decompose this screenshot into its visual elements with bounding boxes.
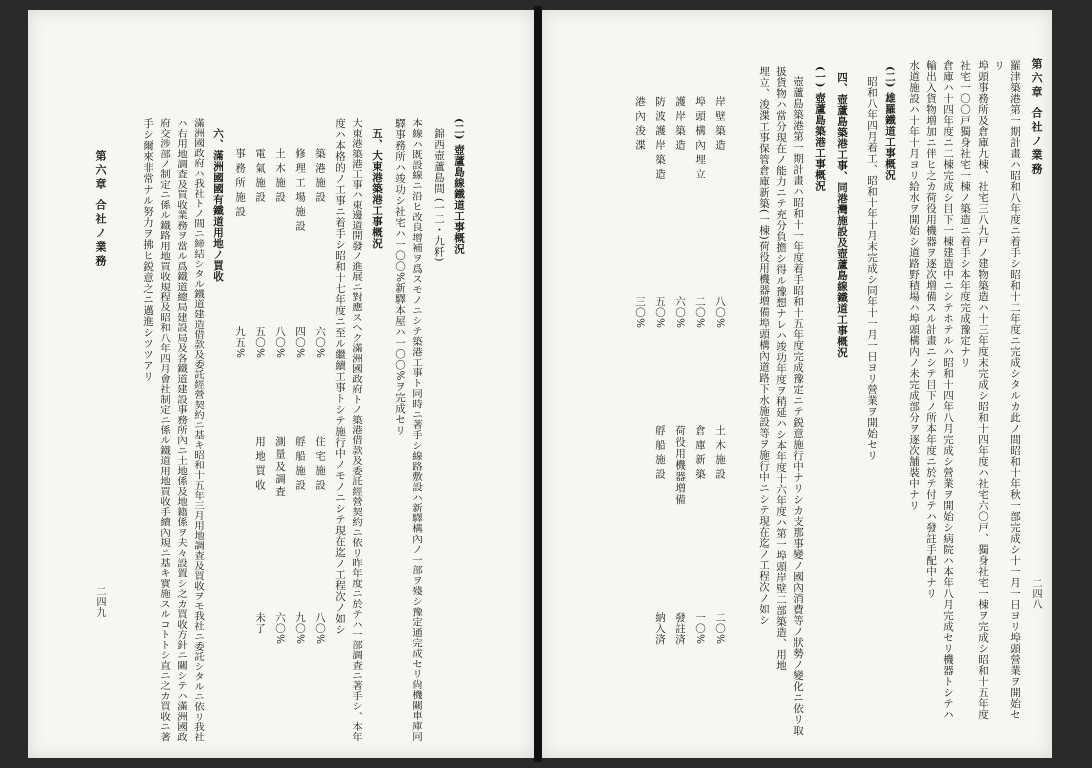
table-item: 土木施設 <box>714 425 726 483</box>
table-value: 二〇% <box>714 612 726 645</box>
text-line: ハ右用地調査及買收業務ヲ當ル爲鐵道總局建設局及各鐵道建設事務所內ニ土地係及地籍係ヲ夫々設置シ之カ買收方針ニ關シテハ滿洲國政 <box>176 118 188 743</box>
text-line: 羅津築港第一期計畫ハ昭和八年度ニ着手シ昭和十二年度ニ完成シタルカ此ノ間昭和十年秋一部完成シ十一月一日ヨリ埠頭營業ヲ開始セ <box>1009 60 1021 720</box>
table-value: 六〇% <box>274 612 286 645</box>
text-line: 倉庫ハ十四年度ニ二棟完成シ目下一棟建造中ニシテホテルハ昭和十四年八月完成シ營業ヲ開始シ病院ハ本年八月完成セリ機器トシテハ <box>942 60 954 720</box>
table-item: 築港施設 <box>314 148 326 206</box>
text-line: 社宅一〇〇戸獨身社宅一棟ノ築造ニ着手シ本年度完成豫定ナリ <box>959 60 971 368</box>
table-value: 八〇% <box>274 326 286 359</box>
text-line: 本線ハ既設線ニ沿ヒ改良增補ヲ爲スモノニシテ築港工事ト同時ニ著手シ線路敷設ハ新驛構內ノ一部ヲ殘シ豫定通完成セリ尙機關車庫同 <box>411 118 423 742</box>
table-item: 住宅施設 <box>314 436 326 494</box>
table-value: 四〇% <box>294 326 306 359</box>
text-line: 埠頭事務所及倉庫九棟、社宅三八九戸ノ建物築造ハ十三年度末完成シ昭和十四年度ハ社宅六〇戸、獨身社宅一棟ヲ完成シ昭和十五年度 <box>977 60 989 720</box>
table-value: 一〇% <box>694 612 706 645</box>
section-title: (二) 壺蘆島線鐵道工事概況 <box>453 118 465 255</box>
table-item: 土木施設 <box>274 148 286 206</box>
text-line: 度ハ本格的ノ工事ニ着手シ昭和十七年度ニ至ル繼續工事トシテ施行中ノモノニシテ現在迄ノ工程次ノ如シ <box>334 118 346 635</box>
table-item: 岸壁築造 <box>714 96 726 154</box>
table-item: 護岸築造 <box>674 96 686 154</box>
table-value: 六〇% <box>674 296 686 329</box>
table-item: 埠頭構內埋立 <box>694 96 706 183</box>
table-item: 艀船施設 <box>294 436 306 494</box>
table-item: 艀船施設 <box>654 425 666 483</box>
table-value: 六〇% <box>314 326 326 359</box>
text-line: 扱貨物ハ當分現在ノ能力ニテ充分負擔シ得ル豫想ナレハ竣功年度ヲ稍延ハシ本年度十六年度ハ第一埠頭岸壁二部築造、用地 <box>775 66 787 671</box>
table-value: 八〇% <box>314 612 326 645</box>
text-line: 大東港築港工事ハ東邊道開發ノ進展ニ對應スヘク滿洲國政府トノ築港借款及委託經營契約ニ依リ昨年度ニ於テハ一部調査ニ著手シ、本年 <box>351 118 363 743</box>
section-title: (二) 雄羅鐵道工事概況 <box>884 66 896 181</box>
text-line: 壺蘆島築港第一期計畫ハ昭和十一年度着手昭和十五年度完成豫定ニテ鋭意施行中ナリシカ支那事變ノ國內消費等ノ狀勢ノ變化ニ依リ取 <box>792 76 804 736</box>
table-value: 五〇% <box>254 326 266 359</box>
text-line: 驛事務所ハ竣功シ社宅ハ一〇〇%新驛本屋ハ一〇〇%ヲ完成セリ <box>394 118 406 436</box>
section-title: 五、大東港築港工事概況 <box>371 128 383 249</box>
running-head: 第六章 合社ノ業務 <box>1030 58 1043 177</box>
text-line: 昭和八年四月着工、昭和十年十月末完成シ同年十一月一日ヨリ營業ヲ開始セリ <box>866 76 878 461</box>
table-value: 五〇% <box>654 296 666 329</box>
page-number: 二四八 <box>1030 578 1041 610</box>
table-item: 防波護岸築造 <box>654 96 666 183</box>
table-value: 九五% <box>234 326 246 359</box>
table-value: 八〇% <box>714 296 726 329</box>
table-value: 納入済 <box>654 612 666 645</box>
section-title: 四、壺蘆島築港工事、同港灣施設及壺蘆島線鐵道工事概況 <box>836 72 848 358</box>
page-number: 二四九 <box>94 586 105 618</box>
text-line: 手シ爾來非常ナル努力ヲ拂ヒ鋭意之ニ邁進シツツアリ <box>142 118 154 382</box>
table-item: 修理工場施設 <box>294 148 306 235</box>
book-gutter <box>534 6 542 762</box>
table-item: 事務所施設 <box>234 148 246 221</box>
text-line: 輸出入貨物増加ニ伴ヒ之カ荷役用機器ヲ逐次増備スル計畫ニシテ目下ノ所本年度ニ於テ付テハ發註手配中ナリ <box>925 60 937 599</box>
table-item: 測量及調査 <box>274 436 286 499</box>
table-item: 電氣施設 <box>254 148 266 206</box>
text-line: 府交涉部ノ制定ニ係ル鐵路用地買收規程及昭和八年四月會社制定ニ係ル鐵道用地買收手續內規ニ基キ實施スルコトトシ直ニ之カ買收ニ著 <box>159 118 171 743</box>
text-line: 埋立、浚渫工事保管倉庫新築(一棟)荷役用機器増備埠頭構內道路下水施設等ヲ施行中ニシテ現在迄ノ工程次ノ如シ <box>758 66 770 626</box>
table-item: 港內浚渫 <box>634 96 646 154</box>
section-subtitle: 錦西壺蘆島間 (一二・九粁) <box>433 128 445 263</box>
table-item: 倉庫新築 <box>694 425 706 483</box>
table-value: 九〇% <box>294 612 306 645</box>
text-line: 水道施設ハ十年十月ヨリ給水ヲ開始シ道路野積場ハ埠頭構内ノ未完成部分ヲ逐次舗裝中ナリ <box>908 60 920 511</box>
text-line: 滿洲國政府ハ我社トノ間ニ締結シタル鐵道建造借款及委託經營契約ニ基キ昭和十五年三月用地調査及買收ヲモ我社ニ委託シタルニ依リ我社 <box>193 118 205 743</box>
table-item: 荷役用機器増備 <box>674 425 686 506</box>
running-head: 第六章 合社ノ業務 <box>94 150 107 269</box>
table-item: 用地買收 <box>254 436 266 494</box>
table-value: 二〇% <box>694 296 706 329</box>
table-value: 發註済 <box>674 612 686 645</box>
section-title: 六、滿洲國國有鐵道用地ノ買收 <box>212 128 224 282</box>
text-line: リ <box>993 60 1005 71</box>
table-value: 三〇% <box>634 296 646 329</box>
table-value: 未了 <box>254 612 266 634</box>
section-title: (一) 壺蘆島築港工事概況 <box>814 66 826 192</box>
